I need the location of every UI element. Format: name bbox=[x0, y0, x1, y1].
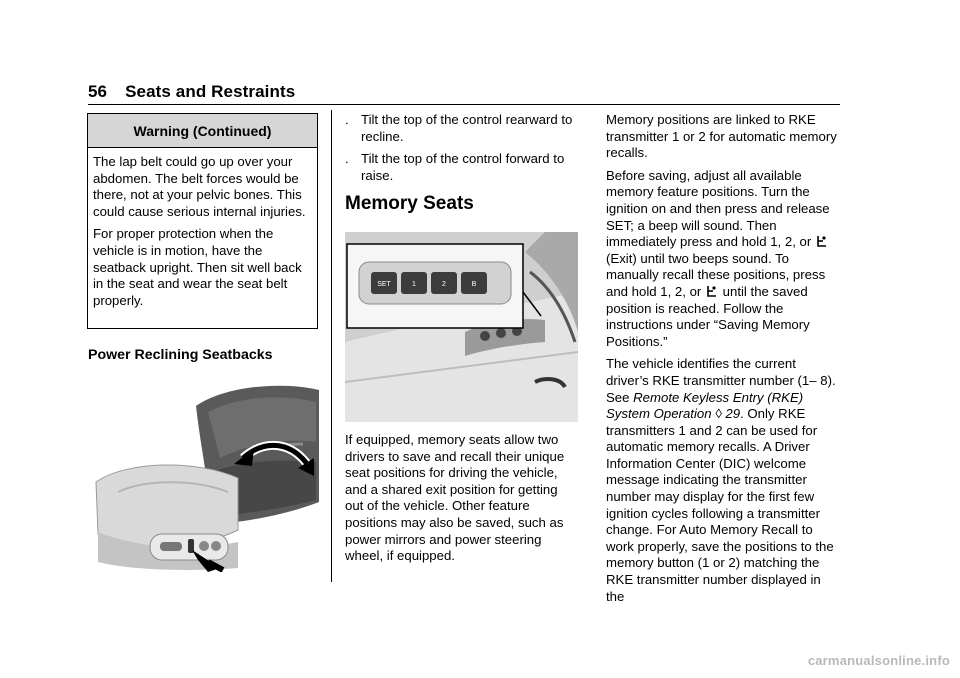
power-reclining-heading: Power Reclining Seatbacks bbox=[88, 347, 273, 363]
list-item bbox=[345, 112, 577, 145]
set-button-label: SET bbox=[377, 281, 391, 288]
paragraph-text: (Exit) until two beeps sound. To manually recall these positions, press and hold 1, 2, or bbox=[606, 250, 826, 299]
bullet-marker: . bbox=[345, 112, 349, 127]
memory-column bbox=[606, 112, 842, 611]
warning-title: Warning (Continued) bbox=[88, 114, 317, 148]
memory-1-button-label: 1 bbox=[412, 281, 416, 288]
exit-memory-icon bbox=[706, 285, 718, 298]
paragraph-text: . Only RKE transmitters 1 and 2 can be used for automatic memory recalls. A Driver Information Center (DIC) welcome message indicating the transmitter number may display for the first few ignition cycles following a transmitter change. For Auto Memory Recall to work properly, save the positions to the memory button (1 or 2) matching the RKE transmitter number displayed in the bbox=[606, 406, 834, 604]
list-item bbox=[345, 151, 577, 184]
memory-controls-illustration bbox=[345, 232, 578, 422]
watermark: carmanualsonline.info bbox=[807, 653, 950, 668]
bullet-text: Tilt the top of the control rearward to recline. bbox=[361, 112, 573, 144]
paragraph-text: Before saving, adjust all available memory feature positions. Turn the ignition on and then press and release SET; a beep will sound. Then immediately press and hold 1, 2, or bbox=[606, 167, 830, 250]
paragraph-text: until the saved position is reached. Follow the instructions under “Saving Memory Positions.” bbox=[606, 283, 810, 349]
warning-paragraph: For proper protection when the vehicle is in motion, have the seatback upright. Then sit well back in the seat and wear the seat belt properly. bbox=[93, 226, 302, 308]
page-number: 56 bbox=[88, 82, 108, 101]
recline-instructions bbox=[345, 112, 577, 184]
rke-reference-link[interactable]: Remote Keyless Entry (RKE) System Operation bbox=[606, 389, 804, 422]
warning-body bbox=[88, 148, 317, 309]
warning-box bbox=[87, 113, 318, 329]
warning-paragraph: The lap belt could go up over your abdomen. The belt forces would be there, not at your pelvic bones. This could cause serious internal injuries. bbox=[93, 154, 306, 219]
paragraph bbox=[606, 356, 842, 605]
paragraph: Memory positions are linked to RKE transmitter 1 or 2 for automatic memory recalls. bbox=[606, 112, 837, 161]
column-divider bbox=[331, 110, 332, 582]
chapter-title: Seats and Restraints bbox=[125, 82, 296, 101]
bullet-text: Tilt the top of the control forward to raise. bbox=[361, 151, 565, 183]
seat-illustration bbox=[88, 382, 319, 572]
header-rule bbox=[88, 104, 840, 105]
paragraph bbox=[606, 168, 842, 351]
page-reference[interactable]: ◊ 29 bbox=[715, 406, 741, 422]
exit-memory-icon bbox=[816, 235, 828, 248]
paragraph-text: The vehicle identifies the current driver’s RKE transmitter number (1– 8). See bbox=[606, 356, 836, 405]
memory-seats-intro: If equipped, memory seats allow two drivers to save and recall their unique seat positions for driving the vehicle, and a shared exit position for getting out of the vehicle. Other feature positions may also be saved, such as power mirrors and power steering wheel, if equipped. bbox=[345, 432, 565, 564]
memory-2-button-label: 2 bbox=[442, 281, 446, 288]
page-header bbox=[88, 82, 295, 102]
exit-button-label: B bbox=[471, 281, 477, 288]
bullet-marker: . bbox=[345, 151, 349, 167]
memory-seats-heading: Memory Seats bbox=[345, 193, 474, 214]
